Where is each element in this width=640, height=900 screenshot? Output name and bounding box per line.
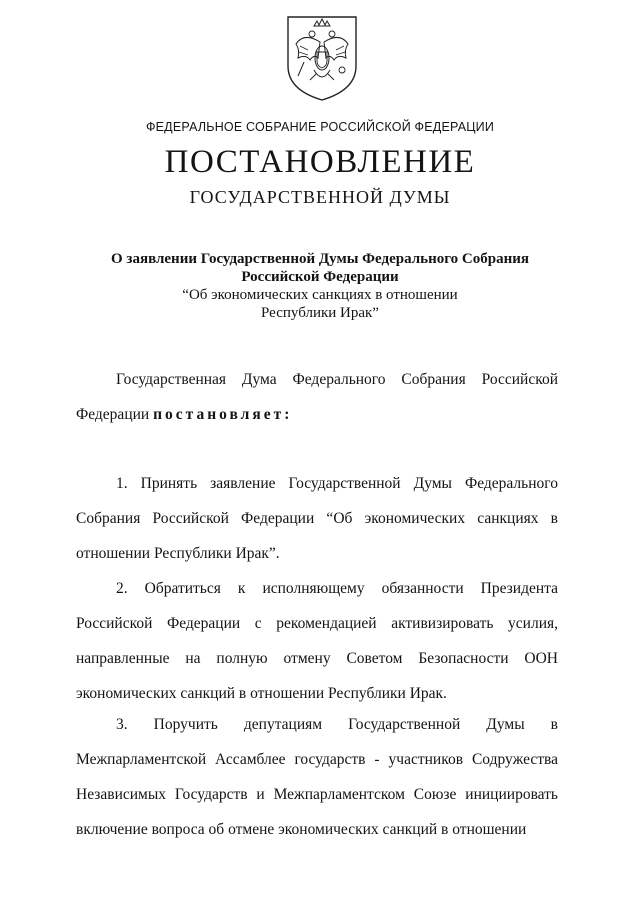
subject-line-3: “Об экономических санкциях в отношении [182,287,458,303]
item-2-text: 2. Обратиться к исполняющему обязанности Президента Российской Федерации с рекомендацией активизировать усилия, направленные на полную отмену Советом Безопасности ООН экономических санкций в отношении Республики Ирак. [76,580,558,702]
subject-line-2: Российской Федерации [241,269,399,285]
intro-verb: постановляет: [153,406,293,423]
coat-of-arms-icon [284,14,360,102]
item-1-text: 1. Принять заявление Государственной Думы Федерального Собрания Российской Федерации “Об экономических санкциях в отношении Республики Ирак”. [76,475,558,562]
issuer-subtitle: ГОСУДАРСТВЕННОЙ ДУМЫ [189,187,451,207]
item-1-paragraph [76,466,558,571]
item-3-paragraph [76,707,558,847]
item-3-text: 3. Поручить депутациям Государственной Думы в Межпарламентской Ассамблее государств - участников Содружества Независимых Государств и Межпарламентском Союзе инициировать включение вопроса об отмене экономических санкций в отношении [76,716,558,838]
subject-line-1: О заявлении Государственной Думы Федерального Собрания [111,251,529,267]
subject-line-4: Республики Ирак” [261,305,379,321]
item-2-paragraph [76,571,558,711]
organization-name: ФЕДЕРАЛЬНОЕ СОБРАНИЕ РОССИЙСКОЙ ФЕДЕРАЦИИ [145,120,495,134]
document-subject [60,250,580,322]
document-type-title: ПОСТАНОВЛЕНИЕ [164,144,476,180]
intro-text: Государственная Дума Федерального Собрания Российской Федерации [76,371,558,423]
intro-paragraph [76,362,558,432]
